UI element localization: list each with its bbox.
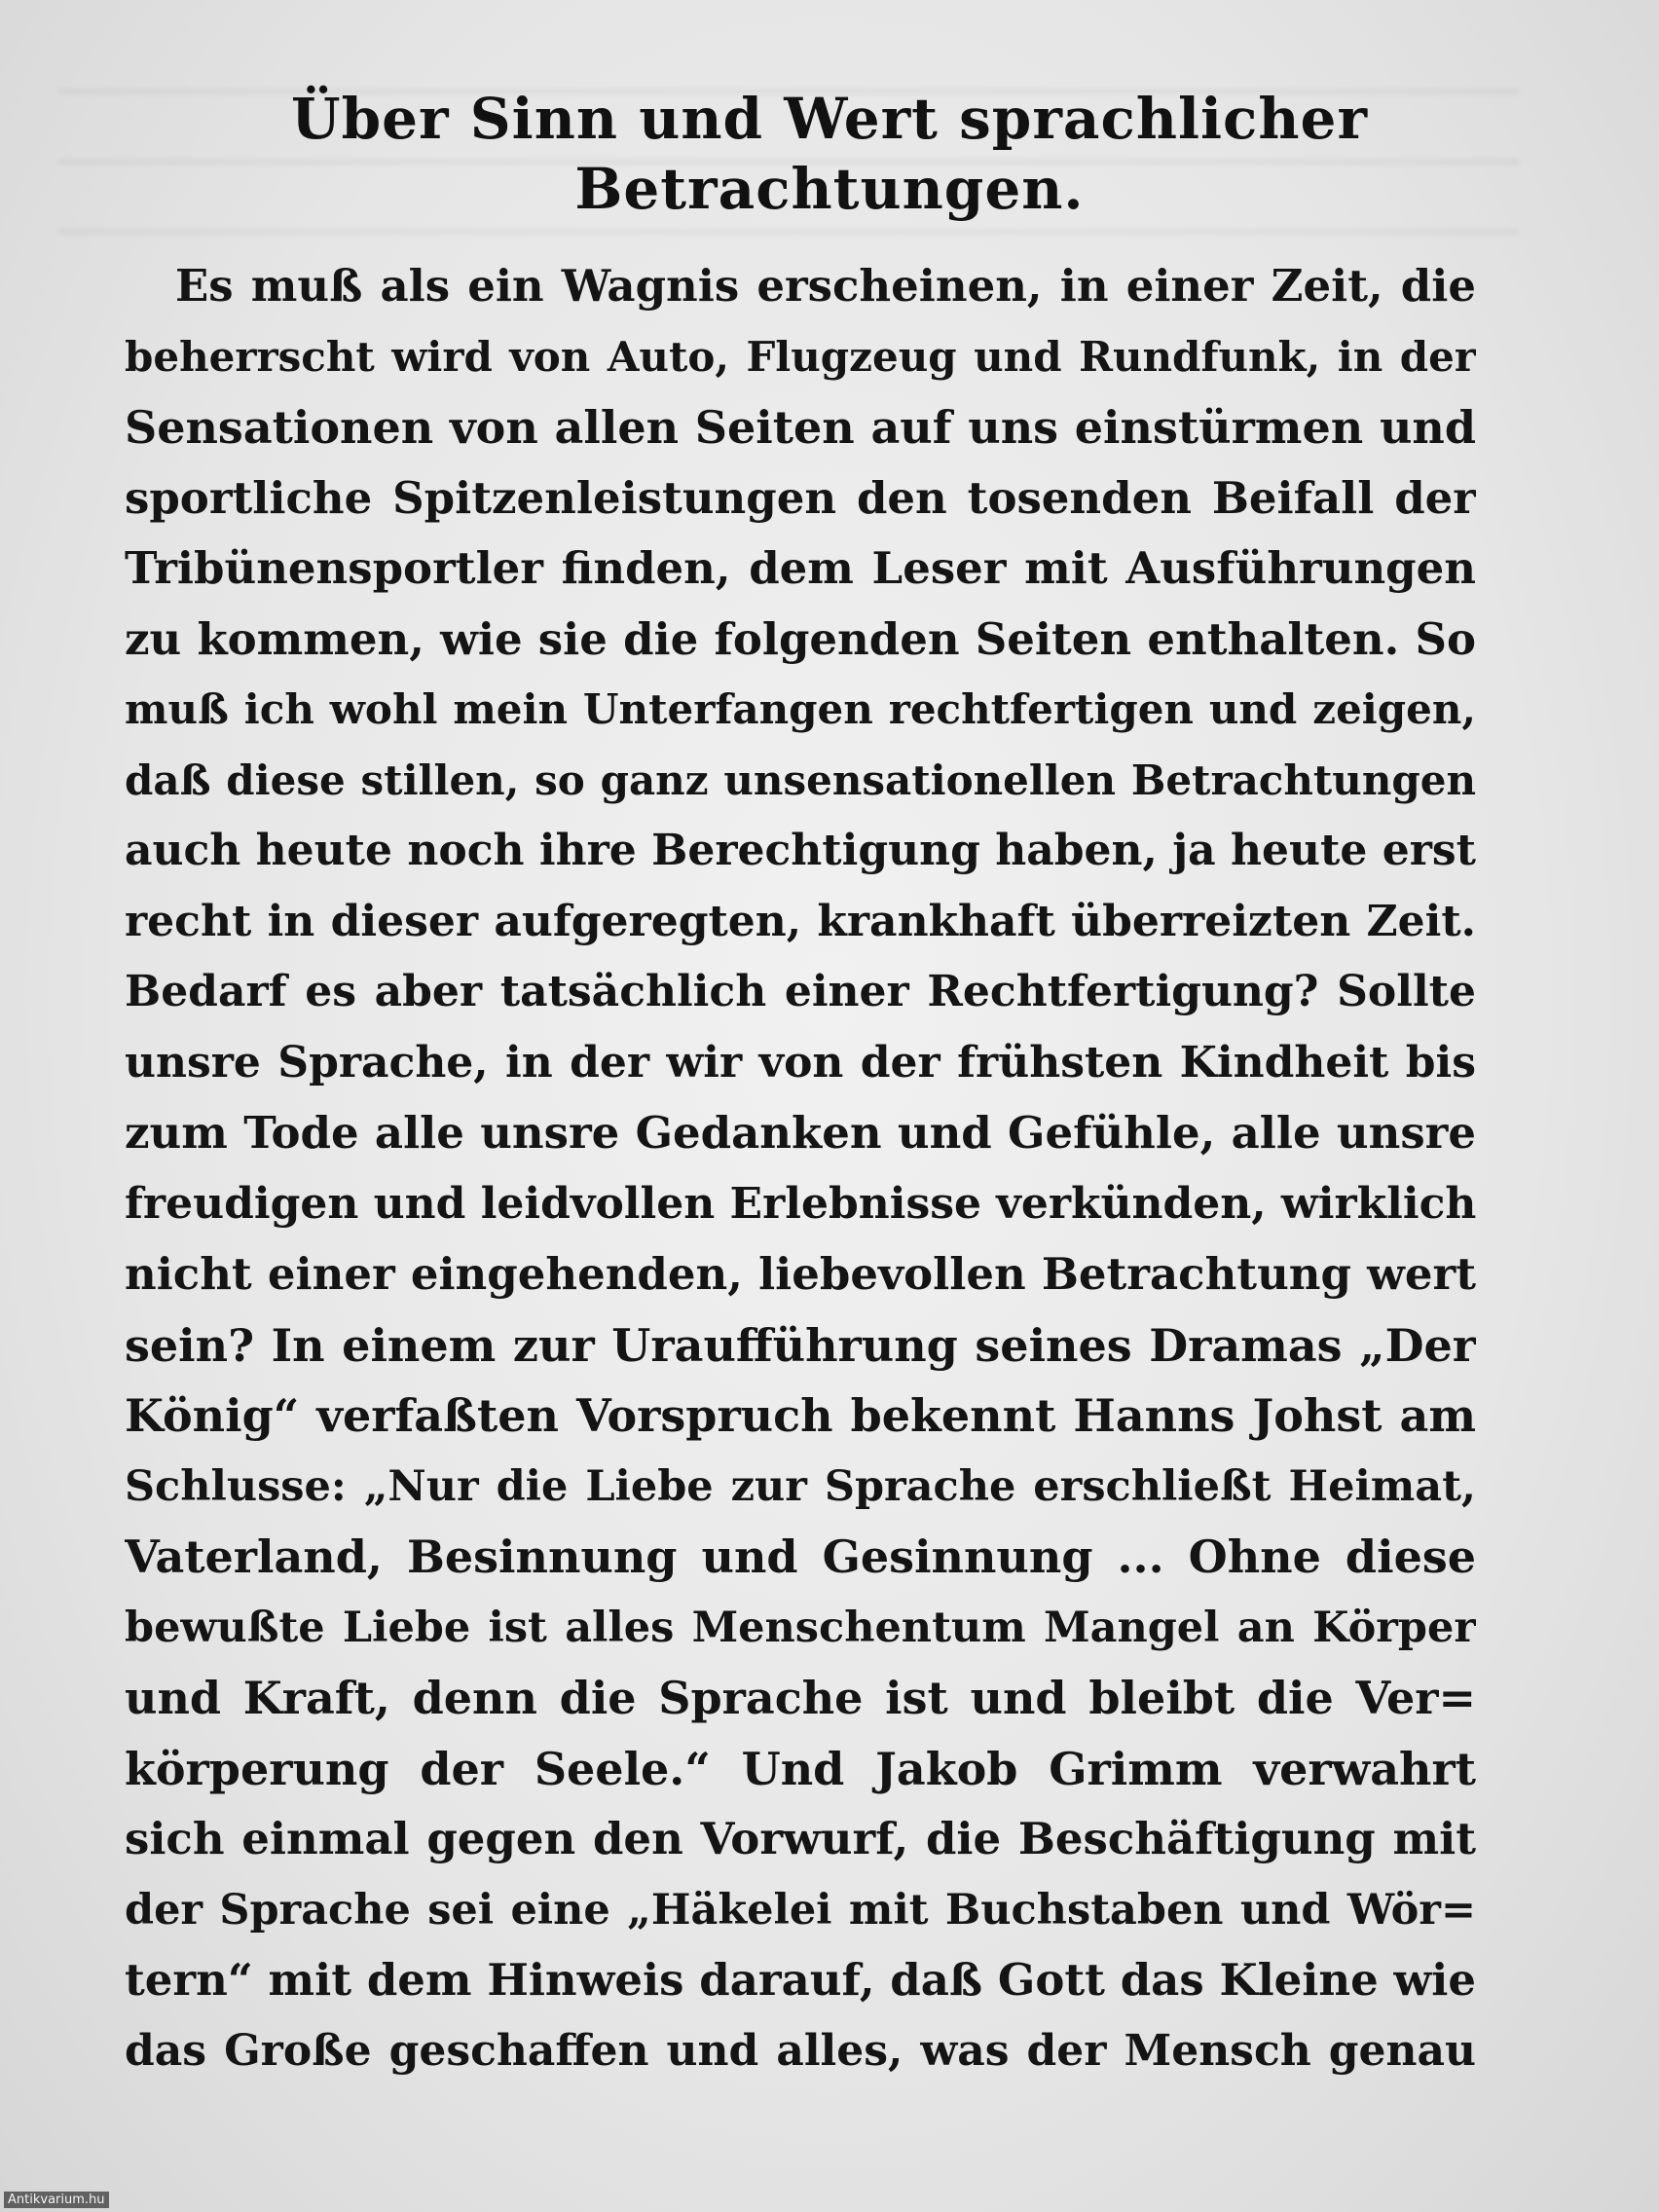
text-line: bewußte Liebe ist alles Menschentum Mangel an Körper <box>125 1603 1476 1652</box>
text-line: Tribünensportler finden, dem Leser mit Ausführungen <box>125 542 1476 594</box>
text-line: Es muß als ein Wagnis erscheinen, in einer Zeit, die <box>175 260 1476 312</box>
text-line: und Kraft, denn die Sprache ist und bleibt die Ver= <box>125 1672 1476 1724</box>
body-paragraph <box>125 251 1476 2086</box>
text-line: auch heute noch ihre Berechtigung haben, ja heute erst <box>125 826 1476 875</box>
text-line: sein? In einem zur Uraufführung seines Dramas „Der <box>125 1318 1476 1372</box>
chapter-title-line-2: Betrachtungen. <box>574 156 1085 222</box>
text-line: Sensationen von allen Seiten auf uns einstürmen und <box>125 401 1476 454</box>
text-line: König“ verfaßten Vorspruch bekennt Hanns Johst am <box>125 1389 1476 1442</box>
text-line: muß ich wohl mein Unterfangen rechtfertigen und zeigen, <box>125 685 1476 733</box>
text-line: freudigen und leidvollen Erlebnisse verkünden, wirklich <box>125 1178 1476 1229</box>
text-line: sportliche Spitzenleistungen den tosenden Beifall der <box>125 471 1476 524</box>
chapter-title-line-1: Über Sinn und Wert sprachlicher <box>290 86 1368 152</box>
watermark-label: Antikvarium.hu <box>4 2192 109 2208</box>
text-line: Schlusse: „Nur die Liebe zur Sprache erschließt Heimat, <box>125 1461 1476 1511</box>
text-line: zu kommen, wie sie die folgenden Seiten enthalten. So <box>125 612 1476 665</box>
text-line: Vaterland, Besinnung und Gesinnung ... Ohne diese <box>125 1530 1476 1583</box>
text-line: nicht einer eingehenden, liebevollen Betrachtung wert <box>125 1248 1476 1300</box>
text-line: das Große geschaffen und alles, was der Mensch genau <box>125 2025 1476 2076</box>
text-line: beherrscht wird von Auto, Flugzeug und Rundfunk, in der <box>125 332 1476 381</box>
text-line: Bedarf es aber tatsächlich einer Rechtfertigung? Sollte <box>125 967 1476 1016</box>
text-line: tern“ mit dem Hinweis darauf, daß Gott das Kleine wie <box>125 1954 1476 2006</box>
text-line: sich einmal gegen den Vorwurf, die Beschäftigung mit <box>125 1813 1476 1864</box>
text-line: zum Tode alle unsre Gedanken und Gefühle, alle unsre <box>125 1107 1476 1159</box>
text-line: daß diese stillen, so ganz unsensationellen Betrachtungen <box>125 756 1476 804</box>
text-line: unsre Sprache, in der wir von der frühsten Kindheit bis <box>125 1037 1476 1088</box>
text-line: körperung der Seele.“ Und Jakob Grimm verwahrt <box>125 1742 1476 1795</box>
text-line: recht in dieser aufgeregten, krankhaft überreizten Zeit. <box>125 896 1476 946</box>
text-line: der Sprache sei eine „Häkelei mit Buchstaben und Wör= <box>125 1885 1476 1935</box>
